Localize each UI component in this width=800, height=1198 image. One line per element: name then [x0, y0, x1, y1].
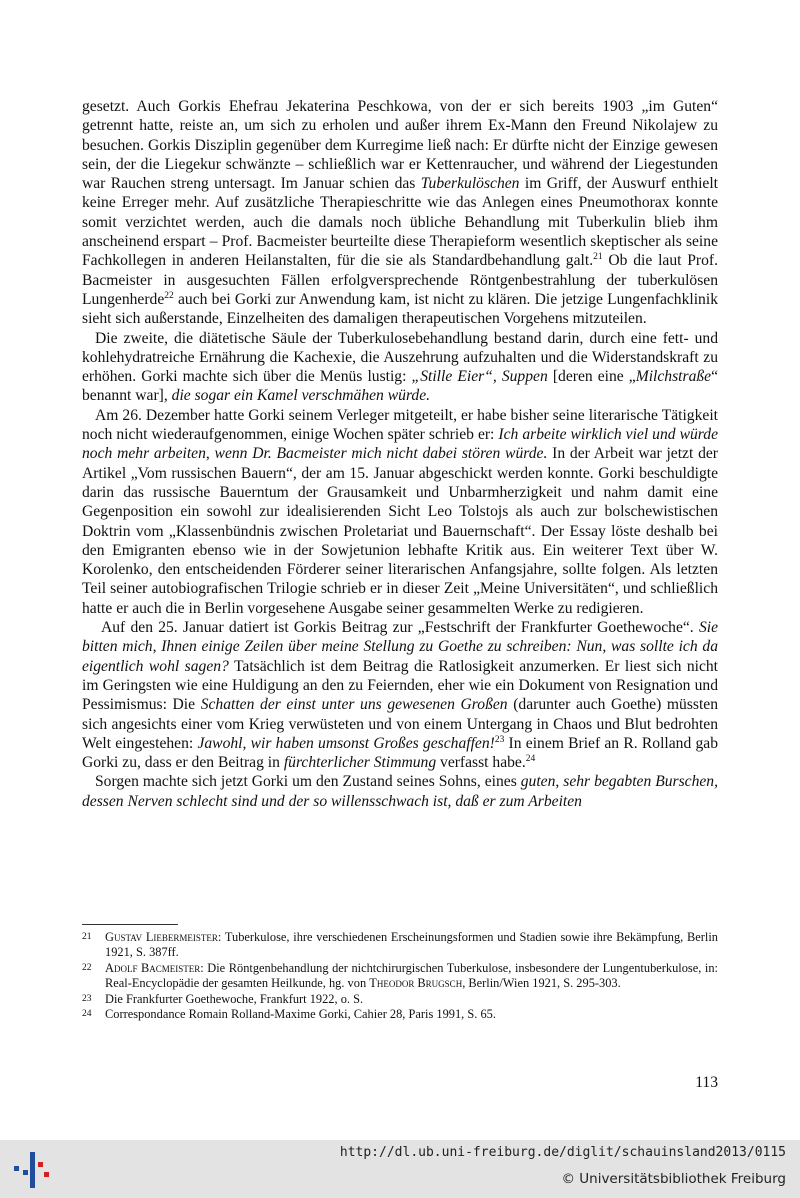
- text-run: verfasst habe.: [436, 754, 526, 772]
- text-run: In der Arbeit war jetzt der Artikel „Vom russischen Bauern“, der am 15. Januar abgeschickt werden konnte. Gorki beschuldigte darin das russische Bauerntum der Grausamkeit und Unbarmherzigkeit und nahm damit eine Gegenposition ein sowohl zur idealisierenden Sicht Leo Tolstojs als auch zur bolschewistischen Doktrin vom „Klassenbündnis zwischen Proletariat und Bauernschaft“. Der Essay löste deshalb bei den Emigranten ebenso wie in der Sowjetunion lebhafte Kritik aus. Ein weiterer Text über W. Korolenko, den entscheidenden Förderer seiner literarischen Anfangsjahre, sollte folgen. Als letzten Teil seiner autobiografischen Trilogie schrieb er in dieser Zeit „Meine Universitäten“, und schließlich hatte er auch die in Berlin vorgesehene Ausgabe seiner gesammelten Werke zu redigieren.: [82, 445, 718, 617]
- text-run: Tatsächlich ist dem Beitrag die Ratlosigkeit anzumerken. Er liest sich nicht im Geringsten wie eine Huldigung an den zu Feiernden, eher wie ein Dokument von Resignation und Pessimismus: Die: [82, 657, 718, 714]
- text-run: Ob die laut Prof. Bacmeister in ausgesuchten Fällen erfolgversprechende Röntgenbestrahlung der tuberkulösen Lungenherde: [82, 252, 718, 308]
- footnote-23: [82, 992, 718, 1007]
- text-run: , Berlin/Wien 1921, S. 295-303.: [462, 976, 621, 991]
- footnote-divider: [82, 924, 178, 925]
- text-run: Sorgen machte sich jetzt Gorki um den Zustand seines Sohns, eines: [95, 773, 521, 791]
- text-run: Die zweite, die diätetische Säule der Tuberkulosebehandlung bestand darin, durch eine fett- und kohlehydratreiche Ernährung die Kachexie, die Auszehrung aufzuhalten und die Widerstandskraft zu erhöhen. Gorki machte sich über die Menüs lustig:: [82, 329, 718, 386]
- italic-run: Tuberkulöschen: [420, 175, 520, 193]
- footnote-text: Correspondance Romain Rolland-Maxime Gorki, Cahier 28, Paris 1991, S. 65.: [105, 1007, 496, 1022]
- italic-run: Ich arbeite wirklich viel und würde noch mehr arbeiten, wenn Dr. Bacmeister mich nicht dabei stören würde.: [82, 426, 718, 463]
- footnote-24: [82, 1007, 718, 1022]
- italic-run: Jawohl, wir haben umsonst Großes geschaffen!: [197, 734, 495, 752]
- paragraph-5: [82, 772, 718, 811]
- italic-run: fürchterlicher Stimmung: [283, 754, 437, 772]
- footnote-number: 22: [82, 962, 92, 973]
- footnote-number: 24: [82, 1009, 92, 1020]
- text-run: : Tuberkulose, ihre verschiedenen Erscheinungsformen und Stadien sowie ihre Bekämpfung, Berlin 1921, S. 387ff.: [105, 930, 719, 960]
- paragraph-2: [82, 329, 718, 406]
- library-logo-icon: [10, 1150, 50, 1190]
- text-run: “ benannt war],: [82, 368, 719, 405]
- text-run: : Die Röntgenbehandlung der nichtchirurgischen Tuberkulose, insbesondere der Lungentuberkulose, in: Real-Encyclopädie der gesamten Heilkunde, hg. von: [105, 960, 718, 991]
- text-run: In einem Brief an R. Rolland gab Gorki zu, dass er den Beitrag in: [82, 734, 718, 772]
- footnote-21: [82, 930, 718, 961]
- footnote-ref-23[interactable]: 23: [494, 734, 505, 745]
- italic-run: Sie bitten mich, Ihnen einige Zeilen über meine Stellung zu Goethe zu schreiben: Nun, was sollte ich da eigentlich wohl sagen?: [82, 619, 718, 675]
- copyright-notice: © Universitätsbibliothek Freiburg: [561, 1171, 786, 1187]
- text-run: auch bei Gorki zur Anwendung kam, ist nicht zu klären. Die jetzige Lungenfachklinik sieht sich außerstande, Einzelheiten des damaligen therapeutischen Vorgehens mitzuteilen.: [82, 290, 718, 328]
- footnote-author: Adolf Bacmeister: [105, 960, 201, 975]
- footnote-ref-21[interactable]: 21: [593, 252, 603, 263]
- footnote-text: [105, 961, 718, 992]
- page-number: 113: [695, 1074, 718, 1091]
- text-run: (darunter auch Goethe) müssten sich angesichts einer vom Krieg verwüsteten und von einem Untergang in Chaos und Blut bedrohten Welt eingestehen:: [82, 696, 719, 752]
- text-run: Auf den 25. Januar datiert ist Gorkis Beitrag zur „Festschrift der Frankfurter Goethewoche“.: [101, 619, 699, 637]
- viewer-footer-bar: [0, 1140, 800, 1198]
- footnote-text: [105, 930, 718, 961]
- paragraph-4: [82, 618, 718, 772]
- italic-run: Schatten der einst unter uns gewesenen Großen: [200, 696, 508, 714]
- footnote-editor: Theodor Brugsch: [369, 976, 463, 991]
- paragraph-3: [82, 406, 718, 618]
- italic-run: „Stille Eier“, Suppen: [411, 368, 548, 386]
- footnote-22: [82, 961, 718, 992]
- italic-run: Milchstraße: [635, 368, 712, 386]
- italic-run: die sogar ein Kamel verschmähen würde.: [171, 387, 431, 405]
- footnotes: [82, 930, 718, 1022]
- footnote-ref-22[interactable]: 22: [164, 290, 174, 301]
- text-run: gesetzt. Auch Gorkis Ehefrau Jekaterina Peschkowa, von der er sich bereits 1903 „im Guten“ getrennt hatte, reiste an, um sich zu erholen und außer ihrem Ex-Mann den Freund Nikolajew zu besuchen. Gorkis Disziplin gegenüber dem Kurregime ließ nach: Er dürfte nicht der Einzige gewesen sein, der die Liegekur schwänzte – schließlich war er Kettenraucher, und während der Liegestunden war Rauchen streng untersagt. Im Januar schien das: [82, 98, 718, 193]
- footnote-text: Die Frankfurter Goethewoche, Frankfurt 1922, o. S.: [105, 991, 364, 1006]
- footnote-ref-24[interactable]: 24: [525, 754, 536, 765]
- text-run: Am 26. Dezember hatte Gorki seinem Verleger mitgeteilt, er habe bisher seine literarische Tätigkeit noch nicht wiederaufgenommen, einige Wochen später schrieb er:: [82, 406, 718, 444]
- text-run: im Griff, der Auswurf enthielt keine Erreger mehr. Auf zusätzliche Therapieschritte wie das Anlegen eines Pneumothorax konnte somit verzichtet werden, auch die damals noch übliche Behandlung mit Tuberkulin blieb ihm anscheinend erspart – Prof. Bacmeister beurteilte diese Therapieform wesentlich skeptischer als seine Fachkollegen in anderen Heilanstalten, für die sie als Standardbehandlung galt.: [82, 175, 718, 270]
- permalink-url[interactable]: http://dl.ub.uni-freiburg.de/diglit/schauinsland2013/0115: [339, 1145, 786, 1160]
- footnote-number: 23: [82, 993, 92, 1004]
- main-text: [82, 97, 718, 811]
- footnote-number: 21: [82, 932, 92, 942]
- footnote-author: Gustav Liebermeister: [105, 930, 218, 944]
- text-run: [deren eine „: [547, 368, 636, 386]
- paragraph-1: [82, 97, 718, 329]
- italic-run: guten, sehr begabten Burschen, dessen Nerven schlecht sind und der so willensschwach ist, daß er zum Arbeiten: [82, 773, 719, 810]
